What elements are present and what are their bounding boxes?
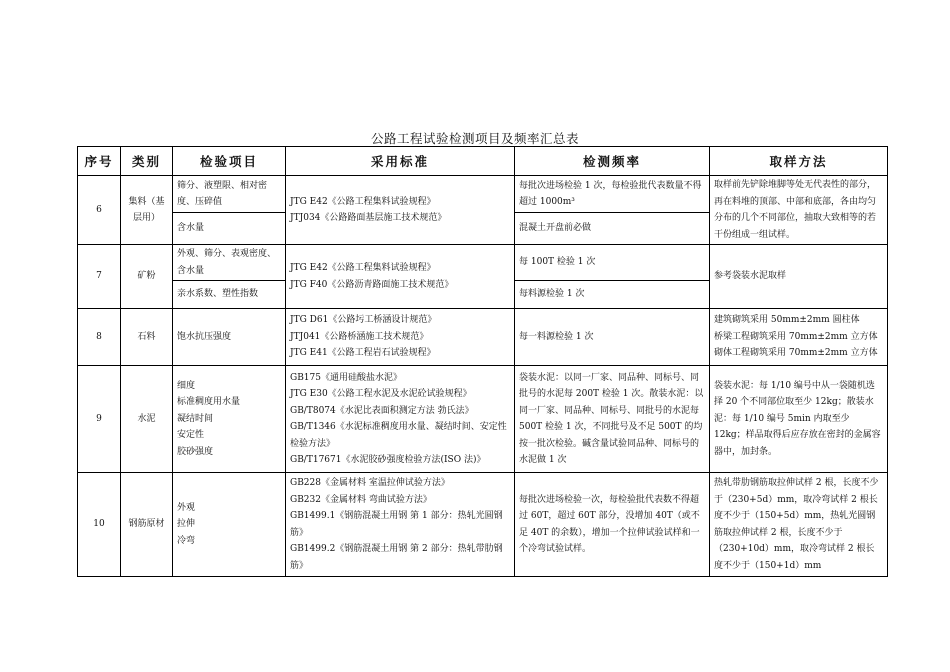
- row-sampling: [710, 309, 888, 366]
- table-row: [78, 245, 888, 281]
- row-standards: [286, 176, 515, 245]
- sampling-line: 砌体工程砌筑采用 70mm±2mm 立方体: [714, 348, 878, 359]
- item-line: 标准稠度用水量: [177, 397, 241, 408]
- standard-line: GB1499.2《钢筋混凝土用钢 第 2 部分：热轧带肋钢筋》: [290, 544, 503, 571]
- sampling-line: 桥梁工程砌筑采用 70mm±2mm 立方体: [714, 331, 878, 342]
- row-number: 8: [78, 309, 121, 366]
- row-frequency: 混凝土开盘前必做: [515, 213, 710, 245]
- row-number: 9: [78, 366, 121, 473]
- item-line: 细度: [177, 380, 196, 391]
- table-row: [78, 366, 888, 473]
- item-line: 拉伸: [177, 519, 196, 530]
- row-item: 饱水抗压强度: [173, 309, 286, 366]
- row-item: 含水量: [173, 213, 286, 245]
- row-category: 矿粉: [121, 245, 173, 309]
- header-no: 序号: [78, 147, 121, 176]
- standard-line: GB/T1346《水泥标准稠度用水量、凝结时间、安定性检验方法》: [290, 422, 507, 449]
- row-category: 集料（基层用）: [121, 176, 173, 245]
- standard-line: GB/T8074《水泥比表面积测定方法 勃氏法》: [290, 405, 474, 416]
- row-frequency: 袋装水泥：以同一厂家、同品种、同标号、同批号的水泥每 200T 检验 1 次。散装水泥：以同一厂家、同品种、同标号、同批号的水泥每 500T 检验 1 次，不同批号及不足 500T 的均按一批次检验。碱含量试验同品种、同标号的水泥做 1 次: [515, 366, 710, 473]
- standard-line: GB/T17671《水泥胶砂强度检验方法(ISO 法)》: [290, 455, 486, 465]
- standard-line: JTG F40《公路沥青路面施工技术规范》: [290, 279, 454, 290]
- item-line: 凝结时间: [177, 413, 214, 424]
- row-item: 外观、筛分、表观密度、含水量: [173, 245, 286, 281]
- header-items: 检验项目: [173, 147, 286, 176]
- row-standards: [286, 366, 515, 473]
- table-row: [78, 176, 888, 213]
- item-line: 胶砂强度: [177, 446, 214, 457]
- row-item: [173, 473, 286, 577]
- row-number: 6: [78, 176, 121, 245]
- summary-table: [77, 146, 888, 577]
- row-item: [173, 366, 286, 473]
- standard-line: GB232《金属材料 弯曲试验方法》: [290, 494, 432, 505]
- row-frequency: 每一料源检验 1 次: [515, 309, 710, 366]
- row-standards: [286, 309, 515, 366]
- row-sampling: 袋装水泥：每 1/10 编号中从一袋随机选择 20 个不同部位取至少 12kg；散装水泥：每 1/10 编号 5min 内取至少 12kg；样品取得后应存放在密封的金属容器中，加封条。: [710, 366, 888, 473]
- row-frequency: 每批次进场检验 1 次，每检验批代表数量不得超过 1000m³: [515, 176, 710, 213]
- header-standards: 采用标准: [286, 147, 515, 176]
- row-standards: [286, 473, 515, 577]
- header-sampling: 取样方法: [710, 147, 888, 176]
- standard-line: JTJ041《公路桥涵施工技术规范》: [290, 331, 429, 342]
- standard-line: JTG E42《公路工程集料试验规程》: [290, 263, 436, 273]
- standard-line: JTG E41《公路工程岩石试验规程》: [290, 348, 436, 359]
- sampling-line: 建筑砌筑采用 50mm±2mm 圆柱体: [714, 315, 860, 326]
- standard-line: GB1499.1《钢筋混凝土用钢 第 1 部分：热轧光圆钢筋》: [290, 511, 503, 538]
- standard-line: GB228《金属材料 室温拉伸试验方法》: [290, 478, 450, 488]
- row-sampling: 热轧带肋钢筋取拉伸试样 2 根，长度不少于（230+5d）mm，取冷弯试样 2 根长度不少于（150+5d）mm，热轧光圆钢筋取拉伸试样 2 根，长度不少于（230+10d）mm，取冷弯试样 2 根长度不少于（150+1d）mm: [710, 473, 888, 577]
- row-item: 亲水系数、塑性指数: [173, 281, 286, 309]
- header-category: 类别: [121, 147, 173, 176]
- table-row: [78, 473, 888, 577]
- row-category: 钢筋原材: [121, 473, 173, 577]
- page-title: 公路工程试验检测项目及频率汇总表: [370, 131, 579, 146]
- row-sampling: 取样前先铲除堆脚等处无代表性的部分，再在料堆的顶部、中部和底部，各由均匀分布的几个不同部位，抽取大致相等的若干份组成一组试样。: [710, 176, 888, 245]
- row-category: 水泥: [121, 366, 173, 473]
- row-category: 石料: [121, 309, 173, 366]
- standard-line: JTG E42《公路工程集料试验规程》: [290, 196, 436, 207]
- row-frequency: 每料源检验 1 次: [515, 281, 710, 309]
- row-standards: [286, 245, 515, 309]
- item-line: 冷弯: [177, 535, 196, 546]
- item-line: 外观: [177, 502, 196, 513]
- row-frequency: 每批次进场检验一次，每检验批代表数不得超过 60T，超过 60T 部分，没增加 40T（或不足 40T 的余数），增加一个拉伸试验试样和一个冷弯试验试样。: [515, 473, 710, 577]
- standard-line: JTJ034《公路路面基层施工技术规范》: [290, 213, 447, 223]
- row-number: 7: [78, 245, 121, 309]
- table-row: [78, 309, 888, 366]
- header-frequency: 检测频率: [515, 147, 710, 176]
- item-line: 安定性: [177, 430, 205, 441]
- row-sampling: 参考袋装水泥取样: [710, 245, 888, 309]
- standard-line: JTG E30《公路工程水泥及水泥砼试验规程》: [290, 389, 472, 399]
- row-number: 10: [78, 473, 121, 577]
- standard-line: JTG D61《公路圬工桥涵设计规范》: [290, 315, 437, 326]
- header-row: [78, 147, 888, 176]
- standard-line: GB175《通用硅酸盐水泥》: [290, 372, 402, 383]
- row-item: 筛分、液塑限、相对密度、压碎值: [173, 176, 286, 213]
- row-frequency: 每 100T 检验 1 次: [515, 245, 710, 281]
